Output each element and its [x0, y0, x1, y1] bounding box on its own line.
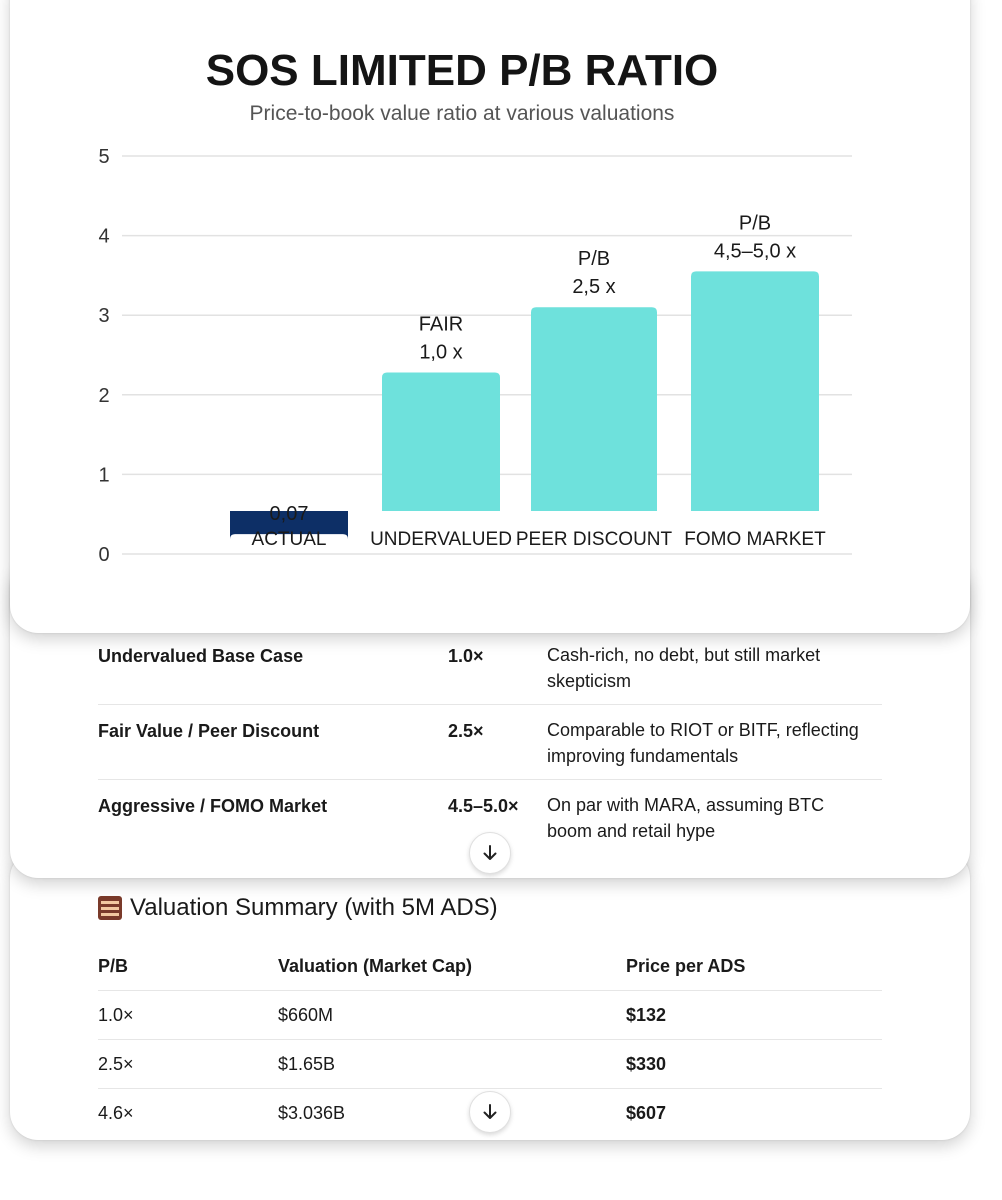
summary-title-text: Valuation Summary (with 5M ADS): [130, 894, 498, 921]
data-label: P/B: [577, 248, 611, 271]
scroll-down-button[interactable]: [469, 1091, 511, 1133]
data-label: 4,5–5,0 x: [713, 240, 797, 263]
scenario-rationale: Cash-rich, no debt, but still market skepticism: [547, 645, 821, 691]
cell-valuation: $1.65B: [278, 1054, 336, 1074]
bar-fomo-market: [691, 271, 819, 511]
table-row: [98, 1040, 882, 1089]
valuation-summary-card: [10, 850, 970, 1140]
header-pb: P/B: [98, 956, 129, 976]
x-category-label: ACTUAL: [251, 529, 327, 550]
pb-ratio-chart: [10, 0, 970, 633]
y-tick-label: 3: [98, 305, 110, 328]
y-tick-label: 2: [98, 384, 110, 407]
data-label: 2,5 x: [572, 276, 616, 299]
header-valuation: Valuation (Market Cap): [278, 956, 473, 976]
x-category-label: FOMO MARKET: [684, 529, 826, 550]
cell-price: $607: [626, 1103, 667, 1123]
cell-pb: 4.6×: [98, 1103, 134, 1123]
data-label: FAIR: [418, 313, 464, 336]
cell-price: $132: [626, 1005, 667, 1025]
pb-ratio-chart-card: [10, 0, 970, 633]
cell-valuation: $3.036B: [278, 1103, 346, 1123]
y-tick-label: 4: [98, 225, 110, 248]
cell-valuation: $660M: [278, 1005, 334, 1025]
scenario-name: Undervalued Base Case: [98, 646, 304, 666]
y-tick-label: 5: [98, 146, 110, 168]
scenario-name: Fair Value / Peer Discount: [98, 721, 320, 741]
table-row: [98, 721, 882, 780]
header-price: Price per ADS: [626, 956, 746, 976]
scenario-rationale: On par with MARA, assuming BTC boom and retail hype: [547, 795, 825, 841]
summary-header-row: [98, 942, 882, 991]
chart-subtitle: Price-to-book value ratio at various valuations: [249, 102, 675, 125]
scenario-pb: 4.5–5.0×: [448, 796, 519, 816]
abacus-icon: [98, 896, 122, 920]
cell-pb: 1.0×: [98, 1005, 134, 1025]
bar-undervalued: [382, 373, 500, 511]
table-row: [98, 991, 882, 1040]
data-label: P/B: [738, 212, 772, 235]
scenario-name: Aggressive / FOMO Market: [98, 796, 328, 816]
table-row: [98, 646, 882, 705]
data-label: 0,07: [269, 503, 309, 526]
x-category-label: PEER DISCOUNT: [515, 529, 673, 550]
x-category-label: UNDERVALUED: [370, 529, 512, 550]
summary-title: [98, 894, 498, 922]
scenario-pb: 2.5×: [448, 721, 484, 741]
bar-peer-discount: [531, 307, 657, 511]
scenario-rationale: Comparable to RIOT or BITF, reflecting improving fundamentals: [547, 720, 859, 766]
arrow-down-icon: [481, 1103, 499, 1121]
scenario-pb: 1.0×: [448, 646, 484, 666]
cell-price: $330: [626, 1054, 667, 1074]
arrow-down-icon: [481, 844, 499, 862]
y-tick-label: 1: [98, 464, 110, 487]
scroll-down-button[interactable]: [469, 832, 511, 874]
chart-title: SOS LIMITED P/B RATIO: [205, 46, 719, 95]
cell-pb: 2.5×: [98, 1054, 134, 1074]
y-tick-label: 0: [98, 544, 110, 566]
data-label: 1,0 x: [419, 341, 463, 364]
